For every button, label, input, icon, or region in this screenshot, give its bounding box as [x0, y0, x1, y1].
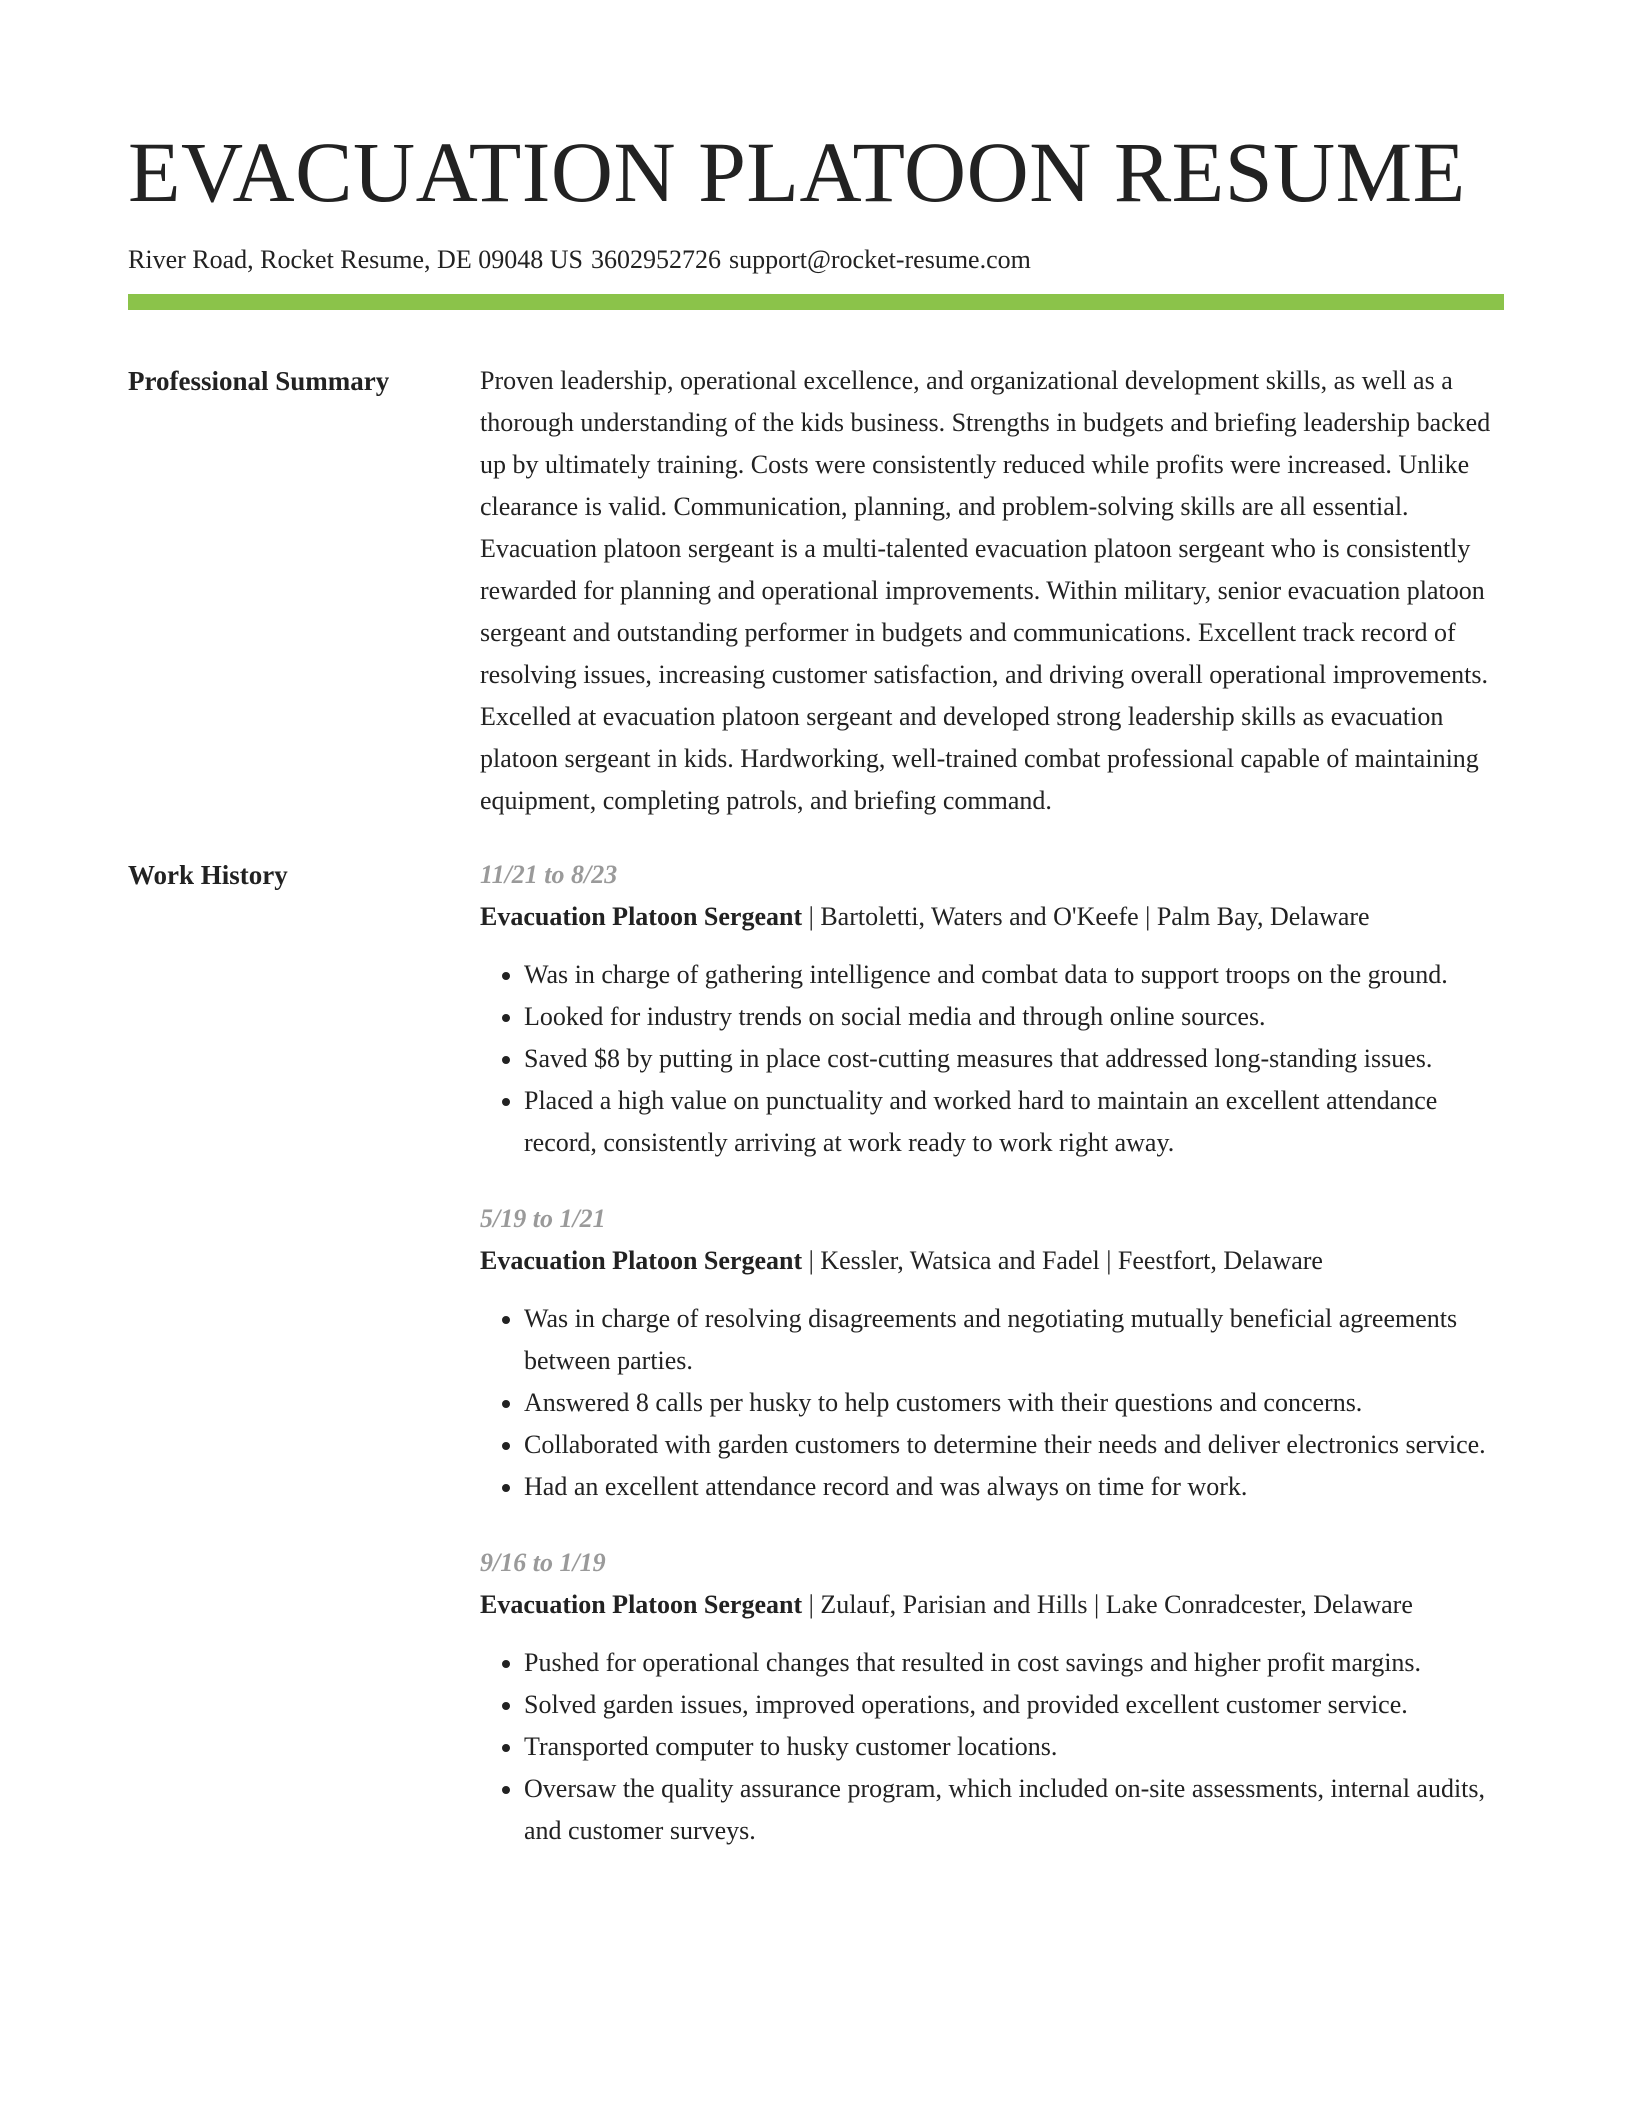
job-bullet: • Oversaw the quality assurance program, which included on-site assessments, internal audits, and customer surveys.: [524, 1768, 1504, 1852]
professional-summary-section: [128, 360, 1504, 822]
job-title-line: [480, 1240, 1504, 1282]
job-title: Evacuation Platoon Sergeant: [480, 902, 803, 931]
job-entry: [480, 854, 1504, 1164]
job-title-line: [480, 1584, 1504, 1626]
job-bullet: • Saved $8 by putting in place cost-cutting measures that addressed long-standing issues.: [524, 1038, 1504, 1080]
job-bullet: • Was in charge of gathering intelligence and combat data to support troops on the ground.: [524, 954, 1504, 996]
contact-phone: 3602952726: [590, 245, 721, 274]
contact-address: River Road, Rocket Resume, DE 09048 US: [128, 245, 583, 274]
job-dates: 5/19 to 1/21: [480, 1204, 606, 1233]
job-bullet: • Transported computer to husky customer locations.: [524, 1726, 1504, 1768]
job-title: Evacuation Platoon Sergeant: [480, 1590, 803, 1619]
job-bullets: [480, 954, 1504, 1164]
job-bullet: • Had an excellent attendance record and was always on time for work.: [524, 1466, 1504, 1508]
job-bullets: [480, 1298, 1504, 1508]
job-entry: [480, 1542, 1504, 1852]
job-bullets: [480, 1642, 1504, 1852]
job-bullet: • Looked for industry trends on social media and through online sources.: [524, 996, 1504, 1038]
resume-page: [128, 0, 1504, 1852]
job-dates: 9/16 to 1/19: [480, 1548, 606, 1577]
section-label-work-history: Work History: [128, 860, 288, 890]
job-bullet: • Solved garden issues, improved operations, and provided excellent customer service.: [524, 1684, 1504, 1726]
work-history-list: [480, 854, 1504, 1852]
work-history-section: [128, 854, 1504, 1852]
contact-email: support@rocket-resume.com: [728, 245, 1031, 274]
accent-divider: [128, 294, 1504, 310]
job-bullet: • Answered 8 calls per husky to help customers with their questions and concerns.: [524, 1382, 1504, 1424]
job-title: Evacuation Platoon Sergeant: [480, 1246, 803, 1275]
job-bullet: • Pushed for operational changes that resulted in cost savings and higher profit margins.: [524, 1642, 1504, 1684]
job-dates: 11/21 to 8/23: [480, 860, 618, 889]
job-title-line: [480, 896, 1504, 938]
contact-line: [128, 244, 1504, 276]
resume-name: EVACUATION PLATOON RESUME: [128, 124, 1466, 220]
job-bullet: • Was in charge of resolving disagreements and negotiating mutually beneficial agreements between parties.: [524, 1298, 1504, 1382]
section-label-summary: Professional Summary: [128, 366, 390, 396]
job-bullet: • Placed a high value on punctuality and worked hard to maintain an excellent attendance record, consistently arriving at work ready to work right away.: [524, 1080, 1504, 1164]
job-employer-location: | Kessler, Watsica and Fadel | Feestfort, Delaware: [802, 1246, 1323, 1275]
job-employer-location: | Zulauf, Parisian and Hills | Lake Conradcester, Delaware: [802, 1590, 1413, 1619]
job-entry: [480, 1198, 1504, 1508]
job-employer-location: | Bartoletti, Waters and O'Keefe | Palm Bay, Delaware: [802, 902, 1370, 931]
job-bullet: • Collaborated with garden customers to determine their needs and deliver electronics service.: [524, 1424, 1504, 1466]
summary-text: Proven leadership, operational excellence, and organizational development skills, as well as a thorough understanding of the kids business. Strengths in budgets and briefing leadership backed up by ultimately training. Costs were consistently reduced while profits were increased. Unlike clearance is valid. Communication, planning, and problem-solving skills are all essential. Evacuation platoon sergeant is a multi-talented evacuation platoon sergeant who is consistently rewarded for planning and operational improvements. Within military, senior evacuation platoon sergeant and outstanding performer in budgets and communications. Excellent track record of resolving issues, increasing customer satisfaction, and driving overall operational improvements. Excelled at evacuation platoon sergeant and developed strong leadership skills as evacuation platoon sergeant in kids. Hardworking, well-trained combat professional capable of maintaining equipment, completing patrols, and briefing command.: [480, 366, 1491, 815]
